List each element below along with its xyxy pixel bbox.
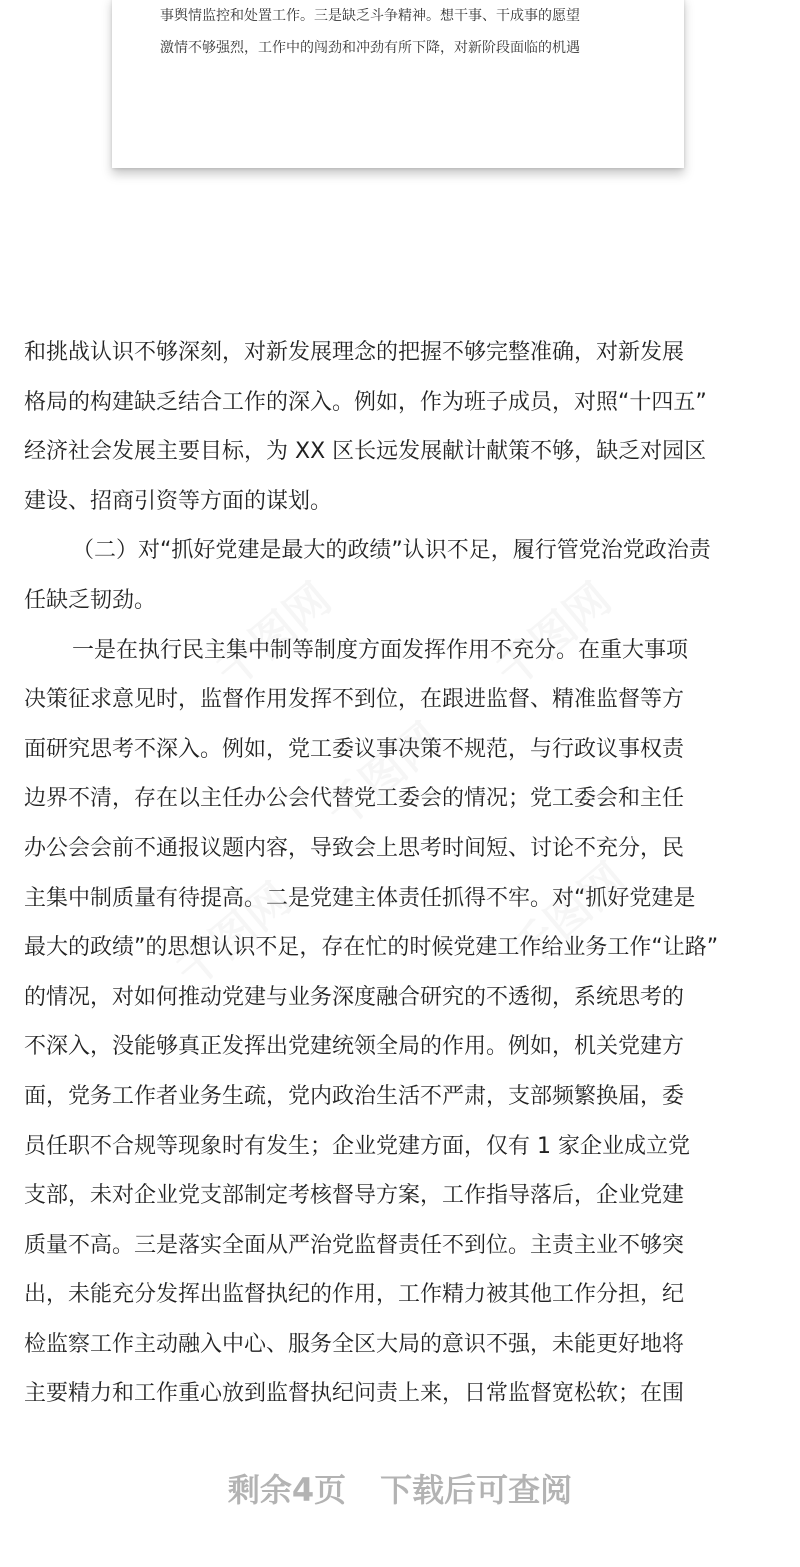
- section-heading: （二）对“抓好党建是最大的政绩”认识不足，履行管党治党政治责: [72, 538, 711, 564]
- preview-line: 事舆情监控和处置工作。三是缺乏斗争精神。想干事、干成事的愿望: [160, 8, 580, 24]
- document-body: [24, 328, 780, 1419]
- text-line: 经济社会发展主要目标，为 XX 区长远发展献计献策不够，缺乏对园区: [24, 439, 707, 465]
- text-line: 出，未能充分发挥出监督执纪的作用，工作精力被其他工作分担，纪: [24, 1282, 685, 1308]
- preview-line: 激情不够强烈，工作中的闯劲和冲劲有所下降，对新阶段面临的机遇: [160, 40, 580, 56]
- text-line: 面，党务工作者业务生疏，党内政治生活不严肃，支部频繁换届，委: [24, 1083, 685, 1109]
- text-line: 主要精力和工作重心放到监督执纪问责上来，日常监督宽松软；在围: [24, 1381, 685, 1407]
- text-line: 一是在执行民主集中制等制度方面发挥作用不充分。在重大事项: [72, 637, 689, 663]
- text-line: 检监察工作主动融入中心、服务全区大局的意识不强，未能更好地将: [24, 1331, 685, 1357]
- remaining-pages-label: 剩余4页: [227, 1471, 347, 1509]
- text-line: 员任职不合规等现象时有发生；企业党建方面，仅有 1 家企业成立党: [24, 1133, 690, 1159]
- text-line: 主集中制质量有待提高。二是党建主体责任抓得不牢。对“抓好党建是: [24, 885, 696, 911]
- text-line: 不深入，没能够真正发挥出党建统领全局的作用。例如，机关党建方: [24, 1034, 685, 1060]
- text-line: 建设、招商引资等方面的谋划。: [24, 488, 333, 514]
- text-line: 任缺乏韧劲。: [24, 587, 157, 613]
- text-line: 质量不高。三是落实全面从严治党监督责任不到位。主责主业不够突: [24, 1232, 685, 1258]
- text-line: 办公会会前不通报议题内容，导致会上思考时间短、讨论不充分，民: [24, 835, 685, 861]
- text-line: 和挑战认识不够深刻，对新发展理念的把握不够完整准确，对新发展: [24, 340, 685, 365]
- text-line: 决策征求意见时，监督作用发挥不到位，在跟进监督、精准监督等方: [24, 687, 685, 713]
- text-line: 面研究思考不深入。例如，党工委议事决策不规范，与行政议事权责: [24, 736, 685, 762]
- text-line: 支部，未对企业党支部制定考核督导方案，工作指导落后，企业党建: [24, 1183, 685, 1209]
- previous-page-preview: [112, 0, 684, 168]
- text-line: 边界不清，存在以主任办公会代替党工委会的情况；党工委会和主任: [24, 786, 685, 812]
- text-line: 的情况，对如何推动党建与业务深度融合研究的不透彻，系统思考的: [24, 984, 685, 1010]
- text-line: 格局的构建缺乏结合工作的深入。例如，作为班子成员，对照“十四五”: [24, 389, 707, 415]
- remaining-pages-notice[interactable]: [0, 1466, 800, 1514]
- download-hint-label: 下载后可查阅: [380, 1471, 573, 1509]
- text-line: 最大的政绩”的思想认识不足，存在忙的时候党建工作给业务工作“让路”: [24, 935, 719, 961]
